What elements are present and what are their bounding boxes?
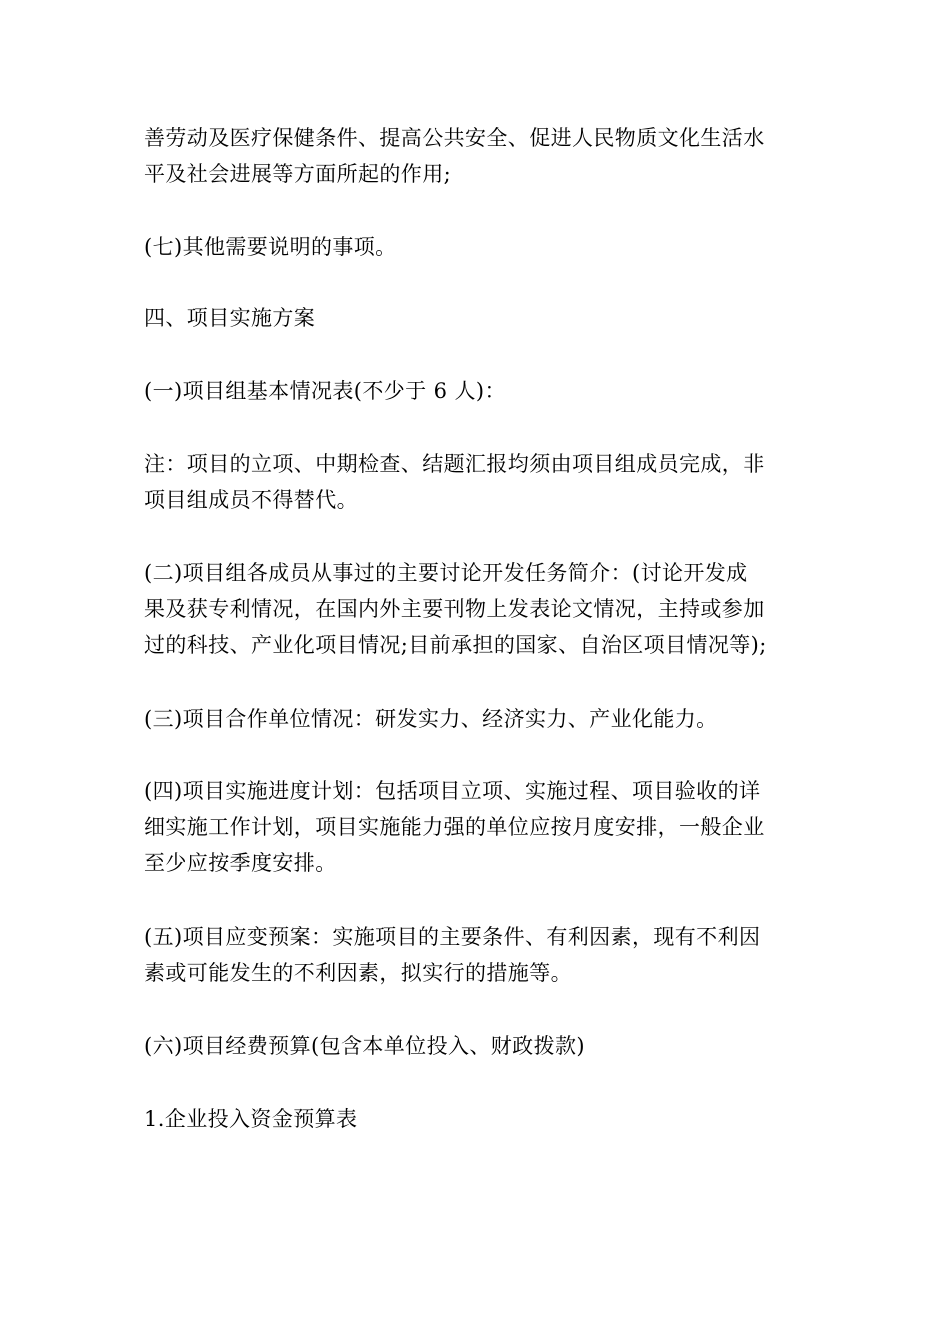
paragraph-team-table [144,373,816,409]
text-line: (二)项目组各成员从事过的主要讨论开发任务简介：(讨论开发成 [144,561,748,585]
paragraph-item-7 [144,229,816,265]
text-line: 项目组成员不得替代。 [144,488,358,512]
text-line: (一)项目组基本情况表(不少于 6 人)： [144,379,506,403]
paragraph-contingency [144,919,816,991]
text-line: 过的科技、产业化项目情况;目前承担的国家、自治区项目情况等); [144,633,767,657]
paragraph-partner-units [144,701,816,737]
text-line: (五)项目应变预案：实施项目的主要条件、有利因素，现有不利因 [144,925,761,949]
text-line: (六)项目经费预算(包含本单位投入、财政拨款) [144,1034,585,1058]
text-line: 至少应按季度安排。 [144,851,337,875]
text-line: (三)项目合作单位情况：研发实力、经济实力、产业化能力。 [144,707,718,731]
section-heading-4 [144,300,816,336]
paragraph-social-benefit-cont [144,120,816,192]
section-heading-text: 四、项目实施方案 [144,306,316,330]
paragraph-note [144,446,816,518]
text-line: 善劳动及医疗保健条件、提高公共安全、促进人民物质文化生活水 [144,126,765,150]
text-line: 注：项目的立项、中期检查、结题汇报均须由项目组成员完成，非 [144,452,765,476]
paragraph-member-tasks [144,555,816,663]
text-line: (四)项目实施进度计划：包括项目立项、实施过程、项目验收的详 [144,779,761,803]
text-line: (七)其他需要说明的事项。 [144,235,397,259]
text-line: 1.企业投入资金预算表 [144,1107,358,1131]
paragraph-enterprise-budget-table [144,1101,816,1137]
text-line: 细实施工作计划，项目实施能力强的单位应按月度安排，一般企业 [144,815,765,839]
paragraph-budget [144,1028,816,1064]
paragraph-schedule [144,773,816,881]
text-line: 平及社会进展等方面所起的作用; [144,162,452,186]
text-line: 素或可能发生的不利因素，拟实行的措施等。 [144,961,572,985]
text-line: 果及获专利情况，在国内外主要刊物上发表论文情况，主持或参加 [144,597,765,621]
